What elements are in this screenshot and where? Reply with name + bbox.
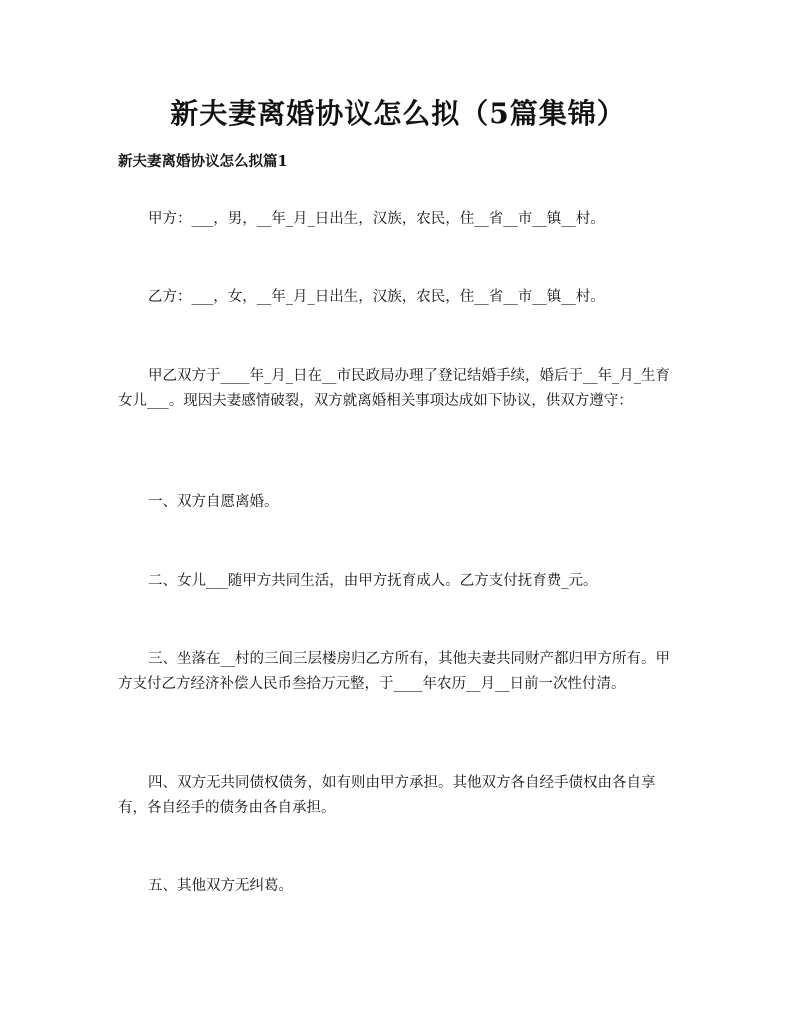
paragraph-party-a: 甲方：___，男，__年_月_日出生，汉族，农民，住__省__市__镇__村。 (148, 211, 605, 227)
paragraph-party-b: 乙方：___，女，__年_月_日出生，汉族，农民，住__省__市__镇__村。 (148, 289, 605, 305)
section-heading: 新夫妻离婚协议怎么拟篇1 (118, 153, 288, 170)
document-title: 新夫妻离婚协议怎么拟（5篇集锦） (170, 97, 626, 130)
paragraph-clause-1: 一、双方自愿离婚。 (148, 494, 279, 510)
paragraph-preamble: 甲乙双方于____年_月_日在__市民政局办理了登记结婚手续，婚后于__年_月_生育女儿___。现因夫妻感情破裂，双方就离婚相关事项达成如下协议，供双方遵守： (118, 368, 670, 409)
paragraph-clause-4: 四、双方无共同债权债务，如有则由甲方承担。其他双方各自经手债权由各自享有，各自经手的债务由各自承担。 (118, 775, 656, 816)
paragraph-clause-5: 五、其他双方无纠葛。 (148, 878, 293, 894)
paragraph-clause-3: 三、坐落在__村的三间三层楼房归乙方所有，其他夫妻共同财产都归甲方所有。甲方支付乙方经济补偿人民币叁拾万元整，于____年农历__月__日前一次性付清。 (118, 651, 670, 692)
paragraph-clause-2: 二、女儿___随甲方共同生活，由甲方抚育成人。乙方支付抚育费_元。 (148, 573, 598, 589)
